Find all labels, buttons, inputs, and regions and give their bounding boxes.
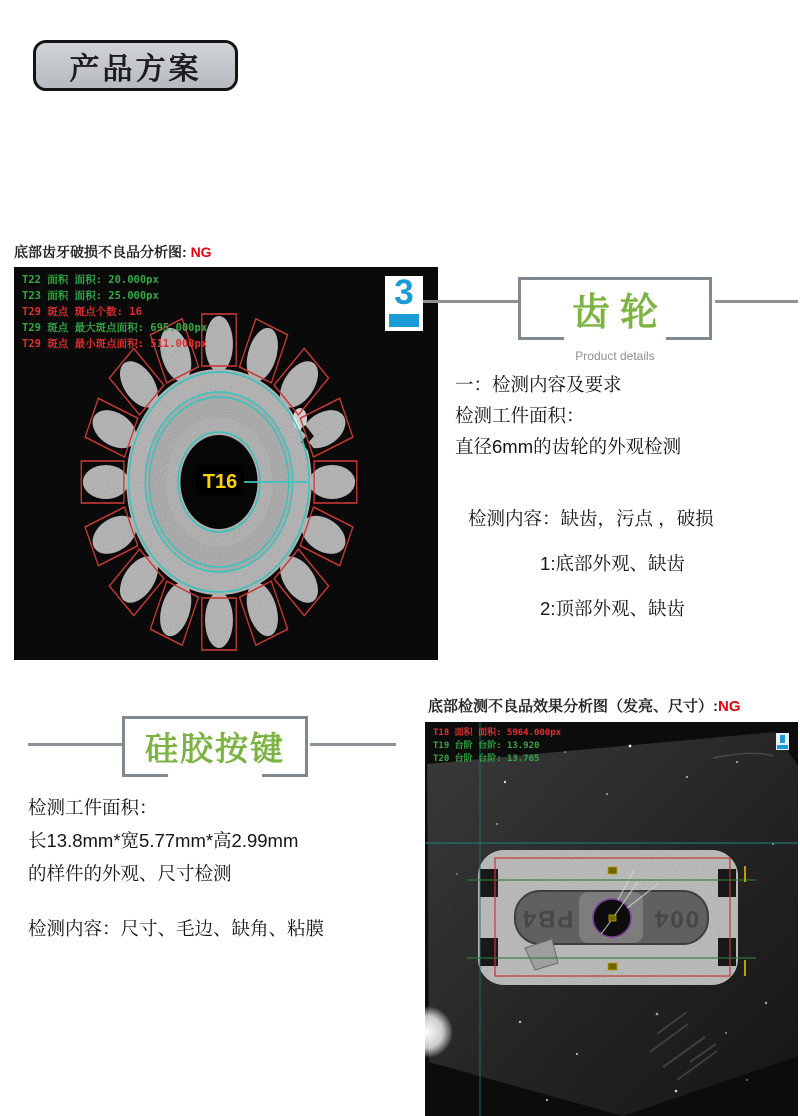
silicone-title: 硅胶按键 [145,730,285,767]
gear-inspection-item: 1:底部外观、缺齿 [540,553,685,574]
gear-inspection-image [14,267,438,660]
page-title [33,40,238,91]
gear-image-caption-ng: NG [190,244,212,260]
gear-description [455,369,681,462]
silicone-description [28,791,298,890]
gear-inspection-content: 检测内容：缺齿，污点 ，破损 [468,508,714,529]
part-marking-right: 004 [652,905,700,932]
connector-line [310,743,396,746]
silicone-image-caption [428,695,741,716]
gear-description-line: 一：检测内容及要求 [455,374,622,395]
connector-line [423,300,518,303]
gear-title-frame [518,277,712,337]
product-details-subtitle: Product details [575,349,655,363]
silicone-measure-overlay [433,727,561,766]
measure-line: T19 台阶 台阶: 13.920 [433,741,540,751]
corner-badge-bar [777,745,788,749]
gear-center-tag [196,465,244,495]
silicone-inspection-image [425,722,798,1116]
measure-line: T23 面积 面积: 25.000px [22,290,159,302]
measure-line: T29 斑点 斑点个数: 16 [22,306,142,318]
silicone-description-line: 检测工件面积： [28,797,158,818]
silicone-inspection-content: 检测内容：尺寸、毛边、缺角、粘膜 [28,918,325,939]
gear-image-caption-text: 底部齿牙破损不良品分析图: [14,244,191,260]
silicone-image-caption-ng: NG [718,698,741,715]
silicone-description-line: 的样件的外观、尺寸检测 [28,863,232,884]
connector-line [715,300,798,303]
measure-line: T22 面积 面积: 20.000px [22,274,159,286]
step-badge-underline [389,314,419,327]
page-title-text: 产品方案 [69,52,202,86]
corner-badge-icon [776,733,789,750]
measure-line: T20 台阶 台阶: 13.765 [433,754,540,764]
silicone-description-line: 长13.8mm*宽5.77mm*高2.99mm [28,830,299,851]
connector-line [28,743,122,746]
corner-badge-glyph [780,735,785,743]
step-badge-number: 3 [394,273,414,312]
measure-line: T29 斑点 最大斑点面积: 695.000px [22,322,208,334]
part-marking-left: PB4 [520,905,574,932]
measure-line: T18 面积 面积: 5964.000px [433,728,562,738]
gear-center-tag-text: T16 [202,471,238,493]
measure-line: T29 斑点 最小斑点面积: 511.000px [22,338,208,350]
silicone-title-frame [122,716,308,774]
gear-measure-overlay [22,272,207,352]
gear-title: 齿轮 [571,292,668,334]
gear-image-caption [14,242,212,262]
silicone-image-caption-text: 底部检测不良品效果分析图（发亮、尺寸）: [428,698,718,715]
gear-description-line: 直径6mm的齿轮的外观检测 [455,436,682,457]
gear-inspection-item: 2:顶部外观、缺齿 [540,598,685,619]
step-badge [385,273,423,331]
gear-description-line: 检测工件面积： [455,405,585,426]
silicone-photo-graphic [425,722,798,1116]
